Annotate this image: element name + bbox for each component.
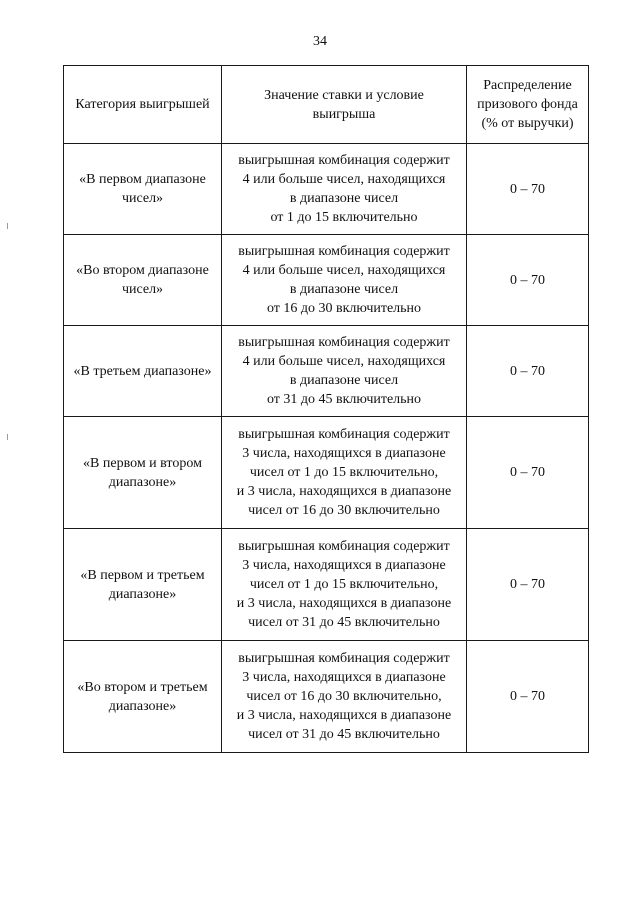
win-condition-cell: выигрышная комбинация содержит 3 числа, находящихся в диапазоне чисел от 1 до 15 включительно, и 3 числа, находящихся в диапазоне чисел от 31 до 45 включительно xyxy=(222,529,467,641)
prize-category-cell: «Во втором диапазоне чисел» xyxy=(64,235,222,326)
table-header-row xyxy=(64,66,589,144)
win-condition-cell: выигрышная комбинация содержит 3 числа, находящихся в диапазоне чисел от 1 до 15 включительно, и 3 числа, находящихся в диапазоне чисел от 16 до 30 включительно xyxy=(222,417,467,529)
prize-distribution-table xyxy=(63,65,589,753)
table-row xyxy=(64,417,589,529)
header-prize-fund-distribution: Распределение призового фонда (% от выручки) xyxy=(467,66,589,144)
scan-artifact-mark xyxy=(7,434,8,440)
win-condition-cell: выигрышная комбинация содержит 4 или больше чисел, находящихся в диапазоне чисел от 16 до 30 включительно xyxy=(222,235,467,326)
prize-category-cell: «Во втором и третьем диапазоне» xyxy=(64,641,222,753)
prize-category-cell: «В первом диапазоне чисел» xyxy=(64,144,222,235)
scan-artifact-mark xyxy=(7,223,8,229)
prize-category-cell: «В первом и втором диапазоне» xyxy=(64,417,222,529)
table-row xyxy=(64,529,589,641)
distribution-cell: 0 – 70 xyxy=(467,235,589,326)
distribution-cell: 0 – 70 xyxy=(467,417,589,529)
table-row xyxy=(64,144,589,235)
prize-category-cell: «В первом и третьем диапазоне» xyxy=(64,529,222,641)
win-condition-cell: выигрышная комбинация содержит 3 числа, находящихся в диапазоне чисел от 16 до 30 включительно, и 3 числа, находящихся в диапазоне чисел от 31 до 45 включительно xyxy=(222,641,467,753)
distribution-cell: 0 – 70 xyxy=(467,529,589,641)
distribution-cell: 0 – 70 xyxy=(467,144,589,235)
table-row xyxy=(64,326,589,417)
header-bet-condition: Значение ставки и условие выигрыша xyxy=(222,66,467,144)
table-row xyxy=(64,641,589,753)
page-number: 34 xyxy=(313,34,327,49)
header-prize-category: Категория выигрышей xyxy=(64,66,222,144)
win-condition-cell: выигрышная комбинация содержит 4 или больше чисел, находящихся в диапазоне чисел от 1 до 15 включительно xyxy=(222,144,467,235)
prize-category-cell: «В третьем диапазоне» xyxy=(64,326,222,417)
table-row xyxy=(64,235,589,326)
win-condition-cell: выигрышная комбинация содержит 4 или больше чисел, находящихся в диапазоне чисел от 31 до 45 включительно xyxy=(222,326,467,417)
distribution-cell: 0 – 70 xyxy=(467,641,589,753)
distribution-cell: 0 – 70 xyxy=(467,326,589,417)
